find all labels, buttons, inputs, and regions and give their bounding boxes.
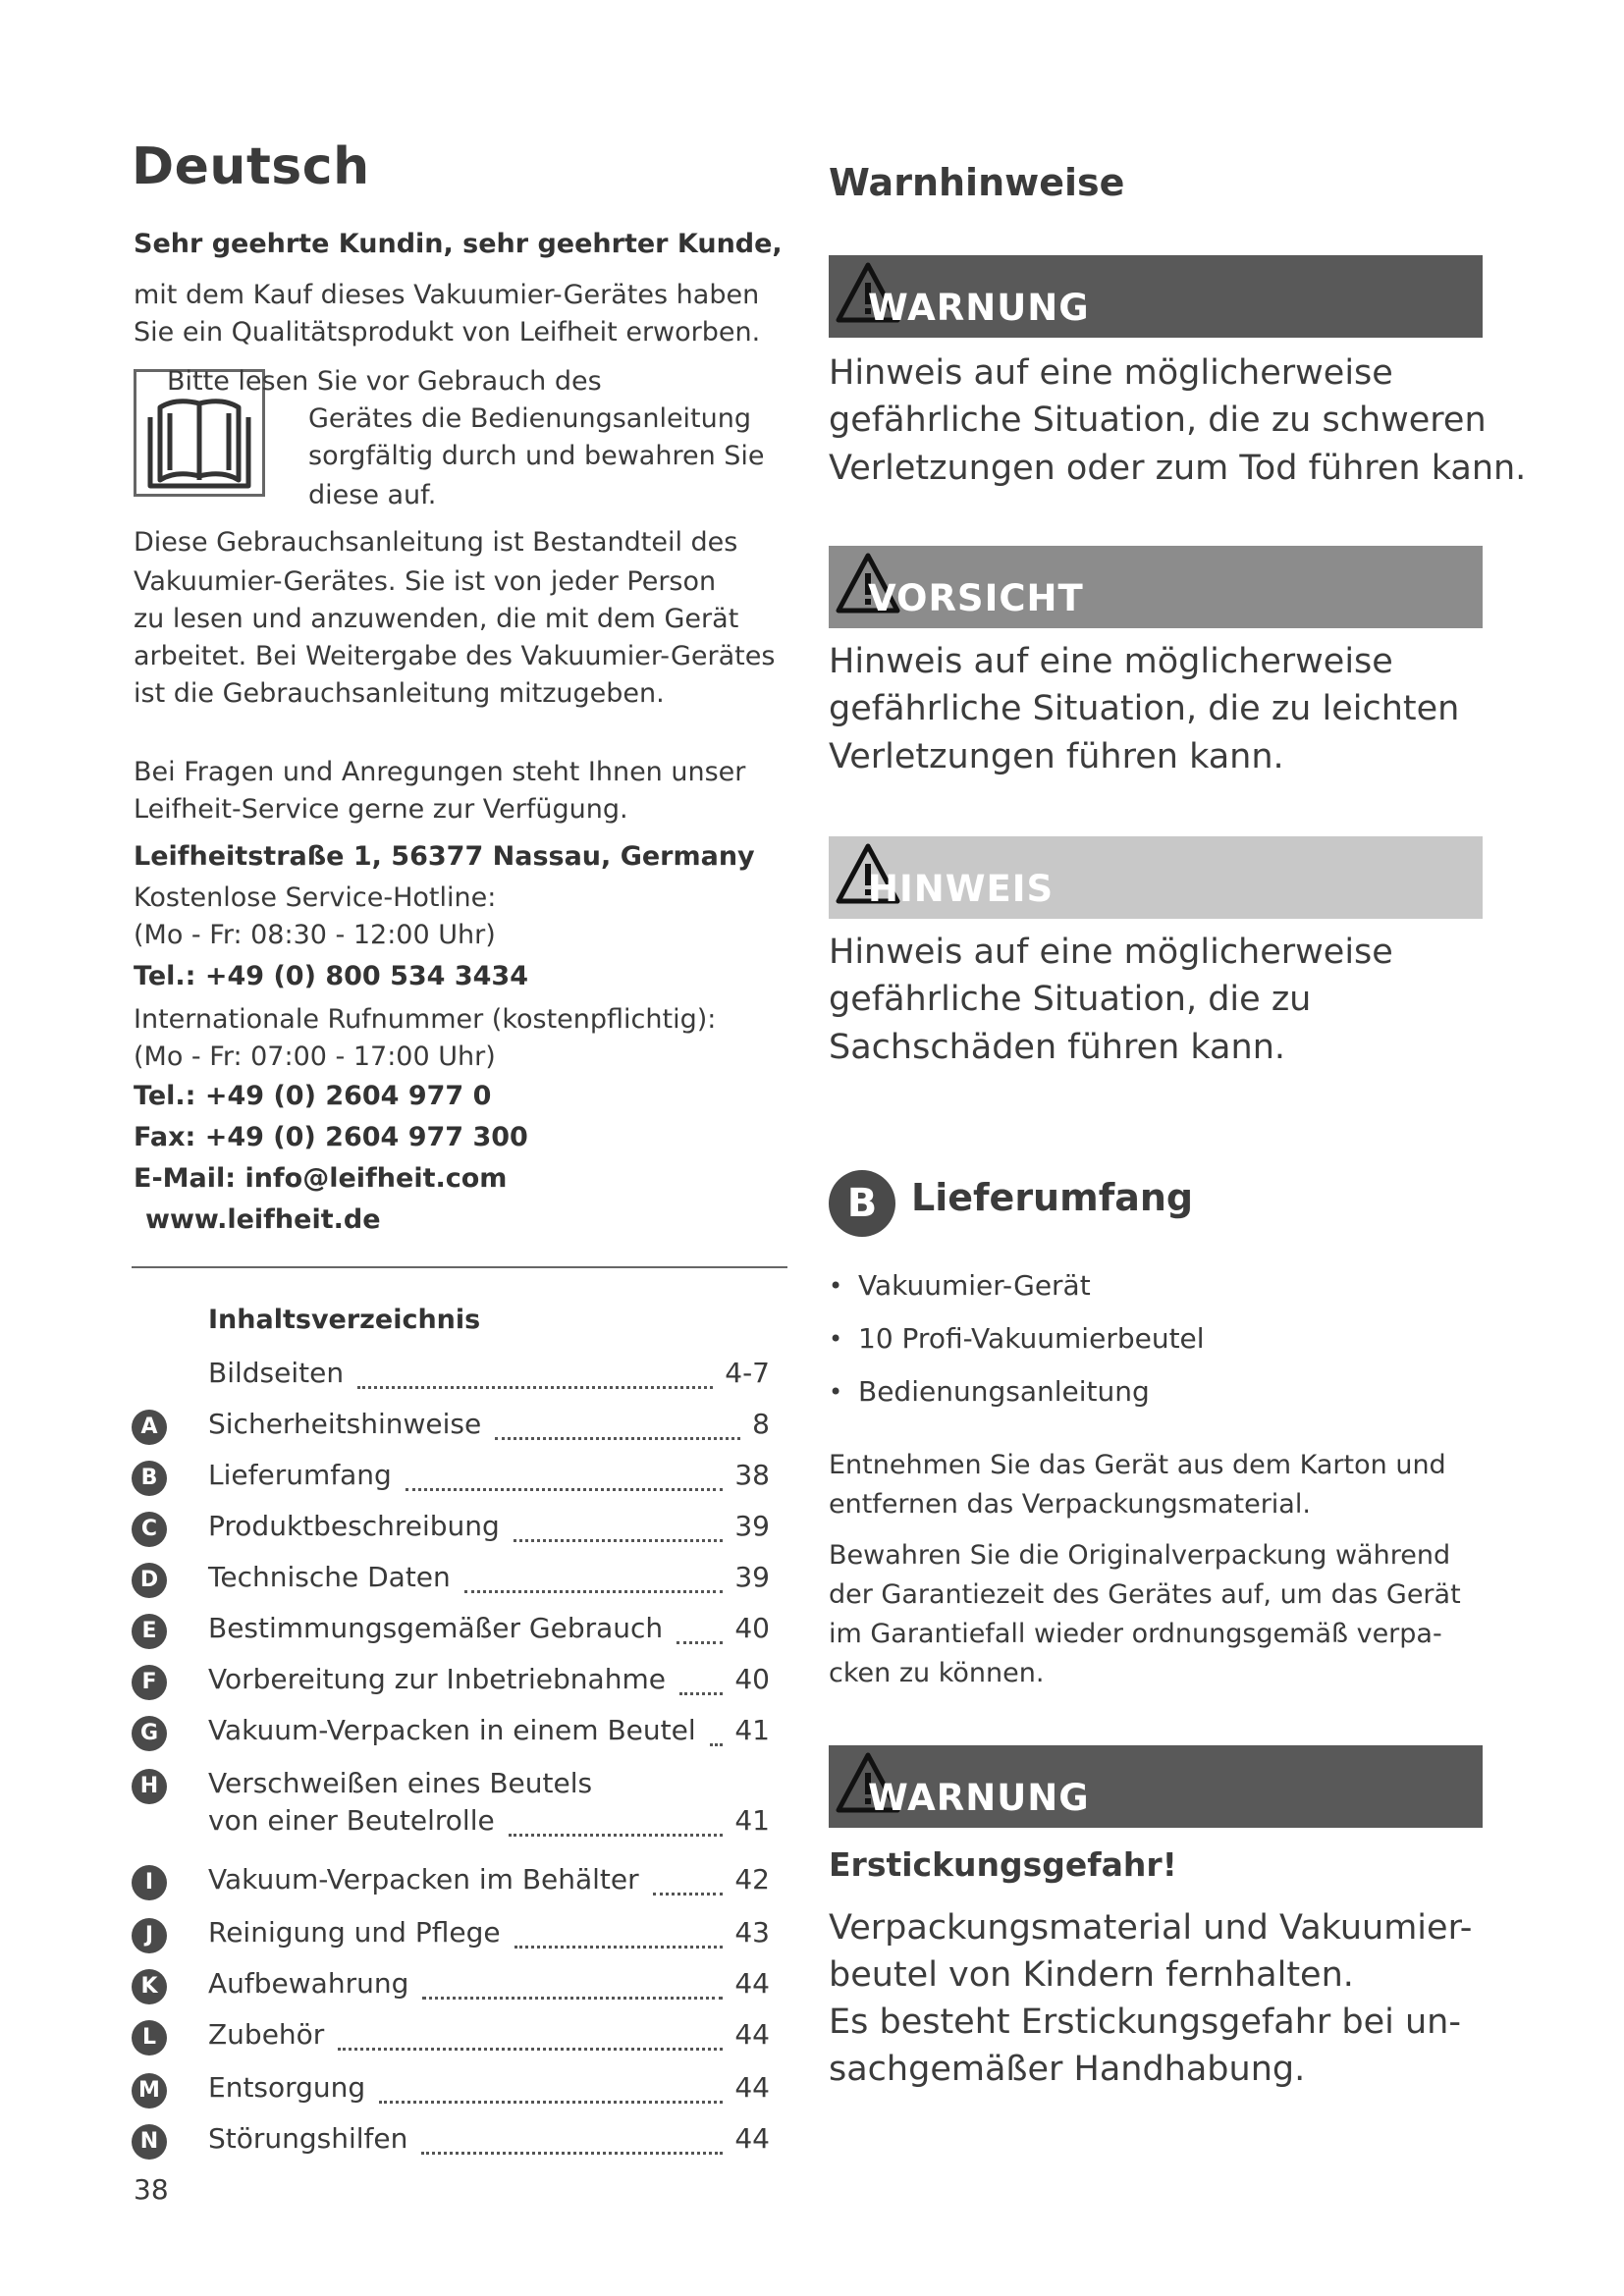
service-line-1: Bei Fragen und Anregungen steht Ihnen unser (134, 757, 746, 787)
toc-badge: B (132, 1461, 167, 1496)
toc-page-number: 40 (734, 1663, 770, 1695)
keep-line-2: der Garantiezeit des Gerätes auf, um das Gerät (829, 1579, 1461, 1610)
toc-badge: E (132, 1614, 167, 1649)
toc-entry[interactable] (132, 1967, 770, 2006)
toc-badge: K (132, 1969, 167, 2004)
toc-entry[interactable] (132, 1357, 770, 1396)
delivery-list (829, 1266, 1205, 1425)
toc-page-number: 44 (734, 2122, 770, 2155)
page-title: Deutsch (132, 137, 370, 196)
toc-page-number: 44 (734, 2018, 770, 2051)
suffocation-line-2: beutel von Kindern fernhalten. (829, 1955, 1354, 1995)
intl-hours: (Mo - Fr: 07:00 - 17:00 Uhr) (134, 1041, 496, 1072)
toc-entry[interactable] (132, 1510, 770, 1549)
intro-line-2: Sie ein Qualitätsprodukt von Leifheit erworben. (134, 317, 761, 347)
toc-page-number: 8 (752, 1408, 770, 1440)
toc-page-number: 41 (734, 1714, 770, 1746)
toc-entry-title: Vakuum-Verpacken im Behälter (208, 1863, 639, 1896)
hinweis-line-1: Hinweis auf eine möglicherweise (829, 933, 1393, 972)
toc-entry[interactable] (132, 1561, 770, 1600)
read-line-3: sorgfältig durch und bewahren Sie (308, 441, 765, 471)
page-number: 38 (134, 2173, 169, 2206)
toc-entry[interactable] (132, 1408, 770, 1447)
warnung-banner (829, 255, 1483, 338)
email-link[interactable]: E-Mail: info@leifheit.com (134, 1163, 508, 1194)
manual-line-1: Diese Gebrauchsanleitung ist Bestandteil des (134, 527, 738, 558)
keep-line-3: im Garantiefall wieder ordnungsgemäß verpa- (829, 1619, 1442, 1649)
suffocation-title: Erstickungsgefahr! (829, 1845, 1177, 1884)
toc-entry-title: Zubehör (208, 2018, 325, 2051)
toc-leader-dots (495, 1437, 740, 1440)
toc-badge: H (132, 1769, 167, 1804)
toc-entry-title: Bestimmungsgemäßer Gebrauch (208, 1612, 664, 1644)
vorsicht-line-2: gefährliche Situation, die zu leichten (829, 689, 1460, 728)
toc-page-number: 43 (734, 1916, 770, 1949)
vorsicht-line-1: Hinweis auf eine möglicherweise (829, 642, 1393, 681)
toc-page-number: 40 (734, 1612, 770, 1644)
hinweis-banner (829, 836, 1483, 919)
toc-entry-title: Entsorgung (208, 2071, 366, 2104)
toc-leader-dots (338, 2048, 723, 2051)
warnings-heading: Warnhinweise (829, 161, 1125, 204)
toc-entry[interactable] (132, 1612, 770, 1651)
toc-page-number: 41 (734, 1804, 770, 1837)
list-item: • Vakuumier-Gerät (829, 1266, 1205, 1319)
toc-badge: A (132, 1410, 167, 1445)
toc-badge: F (132, 1665, 167, 1700)
keep-line-1: Bewahren Sie die Originalverpackung während (829, 1540, 1451, 1571)
toc-badge: M (132, 2073, 167, 2109)
manual-line-2: Vakuumier-Gerätes. Sie ist von jeder Person (134, 566, 717, 597)
read-line-4: diese auf. (308, 480, 437, 510)
hinweis-label: HINWEIS (868, 868, 1055, 910)
toc-page-number: 44 (734, 2071, 770, 2104)
toc-entry-title: Sicherheitshinweise (208, 1408, 482, 1440)
toc-badge: N (132, 2124, 167, 2160)
hotline-tel: Tel.: +49 (0) 800 534 3434 (134, 961, 528, 991)
toc-entry-title: Reinigung und Pflege (208, 1916, 501, 1949)
toc-entry[interactable] (132, 1863, 770, 1902)
vorsicht-line-3: Verletzungen führen kann. (829, 737, 1284, 776)
list-item: • Bedienungsanleitung (829, 1372, 1205, 1425)
toc-leader-dots (514, 1946, 723, 1949)
warnung-line-2: gefährliche Situation, die zu schweren (829, 400, 1487, 440)
website-link[interactable]: www.leifheit.de (145, 1204, 381, 1235)
toc-entry[interactable] (132, 2018, 770, 2057)
toc-entry[interactable] (132, 2071, 770, 2110)
toc-badge: I (132, 1865, 167, 1900)
list-item: • 10 Profi-Vakuumierbeutel (829, 1319, 1205, 1372)
manual-line-5: ist die Gebrauchsanleitung mitzugeben. (134, 678, 665, 709)
fax: Fax: +49 (0) 2604 977 300 (134, 1122, 528, 1152)
lieferumfang-heading: Lieferumfang (911, 1176, 1194, 1219)
toc-leader-dots (357, 1386, 713, 1389)
divider (132, 1266, 787, 1268)
toc-leader-dots (679, 1692, 723, 1695)
greeting: Sehr geehrte Kundin, sehr geehrter Kunde, (134, 229, 783, 259)
toc-entry[interactable] (132, 1459, 770, 1498)
suffocation-line-1: Verpackungsmaterial und Vakuumier- (829, 1908, 1473, 1948)
toc-leader-dots (710, 1743, 723, 1746)
toc-badge: J (132, 1918, 167, 1953)
toc-page-number: 4-7 (725, 1357, 770, 1389)
suffocation-line-4: sachgemäßer Handhabung. (829, 2050, 1306, 2089)
address: Leifheitstraße 1, 56377 Nassau, Germany (134, 841, 755, 872)
hinweis-line-3: Sachschäden führen kann. (829, 1028, 1285, 1067)
unpack-line-2: entfernen das Verpackungsmaterial. (829, 1489, 1311, 1520)
read-line-2: Gerätes die Bedienungsanleitung (308, 403, 752, 434)
toc-entry-title: Lieferumfang (208, 1459, 392, 1491)
hinweis-line-2: gefährliche Situation, die zu (829, 980, 1312, 1019)
toc-leader-dots (653, 1893, 723, 1896)
toc-badge: C (132, 1512, 167, 1547)
toc-entry-title: Produktbeschreibung (208, 1510, 500, 1542)
toc-badge: G (132, 1716, 167, 1751)
toc-page-number: 38 (734, 1459, 770, 1491)
manual-line-4: arbeitet. Bei Weitergabe des Vakuumier-Gerätes (134, 641, 776, 671)
toc-entry-title: Vakuum-Verpacken in einem Beutel (208, 1714, 696, 1746)
toc-leader-dots (421, 2152, 723, 2155)
toc-entry-title: Bildseiten (208, 1357, 345, 1389)
intl-tel: Tel.: +49 (0) 2604 977 0 (134, 1081, 492, 1111)
toc-entry[interactable] (132, 1767, 770, 1837)
warnung-banner-2 (829, 1745, 1483, 1828)
section-b-badge: B (829, 1170, 895, 1237)
hotline-label: Kostenlose Service-Hotline: (134, 882, 497, 913)
toc-entry[interactable] (132, 1714, 770, 1753)
toc-leader-dots (677, 1641, 723, 1644)
keep-line-4: cken zu können. (829, 1658, 1045, 1688)
warnung-label-2: WARNUNG (868, 1777, 1090, 1819)
toc-entry-title: Technische Daten (208, 1561, 451, 1593)
warnung-label: WARNUNG (868, 287, 1090, 329)
intl-label: Internationale Rufnummer (kostenpflichtig): (134, 1004, 717, 1035)
vorsicht-banner (829, 546, 1483, 628)
vorsicht-label: VORSICHT (868, 577, 1084, 619)
toc-leader-dots (514, 1539, 723, 1542)
toc-leader-dots (509, 1834, 723, 1837)
toc-title: Inhaltsverzeichnis (208, 1305, 481, 1335)
warnung-line-1: Hinweis auf eine möglicherweise (829, 353, 1393, 393)
toc-leader-dots (406, 1488, 723, 1491)
manual-line-3: zu lesen und anzuwenden, die mit dem Gerät (134, 604, 739, 634)
toc-entry[interactable] (132, 1916, 770, 1955)
intro-line-1: mit dem Kauf dieses Vakuumier-Gerätes haben (134, 280, 760, 310)
toc-entry[interactable] (132, 1663, 770, 1702)
hotline-hours: (Mo - Fr: 08:30 - 12:00 Uhr) (134, 920, 496, 950)
toc-entry[interactable] (132, 2122, 770, 2162)
toc-entry-title: Verschweißen eines Beutels (208, 1767, 593, 1799)
read-line-1: Bitte lesen Sie vor Gebrauch des (167, 366, 602, 397)
toc-page-number: 42 (734, 1863, 770, 1896)
service-line-2: Leifheit-Service gerne zur Verfügung. (134, 794, 628, 825)
warnung-line-3: Verletzungen oder zum Tod führen kann. (829, 449, 1527, 488)
toc-leader-dots (464, 1590, 723, 1593)
toc-entry-title-2: von einer Beutelrolle (208, 1804, 495, 1837)
toc-page-number: 39 (734, 1561, 770, 1593)
suffocation-line-3: Es besteht Erstickungsgefahr bei un- (829, 2002, 1461, 2042)
toc-entry-title: Aufbewahrung (208, 1967, 409, 2000)
toc-badge: D (132, 1563, 167, 1598)
toc-page-number: 44 (734, 1967, 770, 2000)
toc-leader-dots (422, 1997, 723, 2000)
toc-entry-title: Vorbereitung zur Inbetriebnahme (208, 1663, 666, 1695)
toc-leader-dots (379, 2101, 723, 2104)
toc-page-number: 39 (734, 1510, 770, 1542)
toc-badge: L (132, 2020, 167, 2056)
unpack-line-1: Entnehmen Sie das Gerät aus dem Karton und (829, 1450, 1446, 1480)
toc-entry-title: Störungshilfen (208, 2122, 408, 2155)
